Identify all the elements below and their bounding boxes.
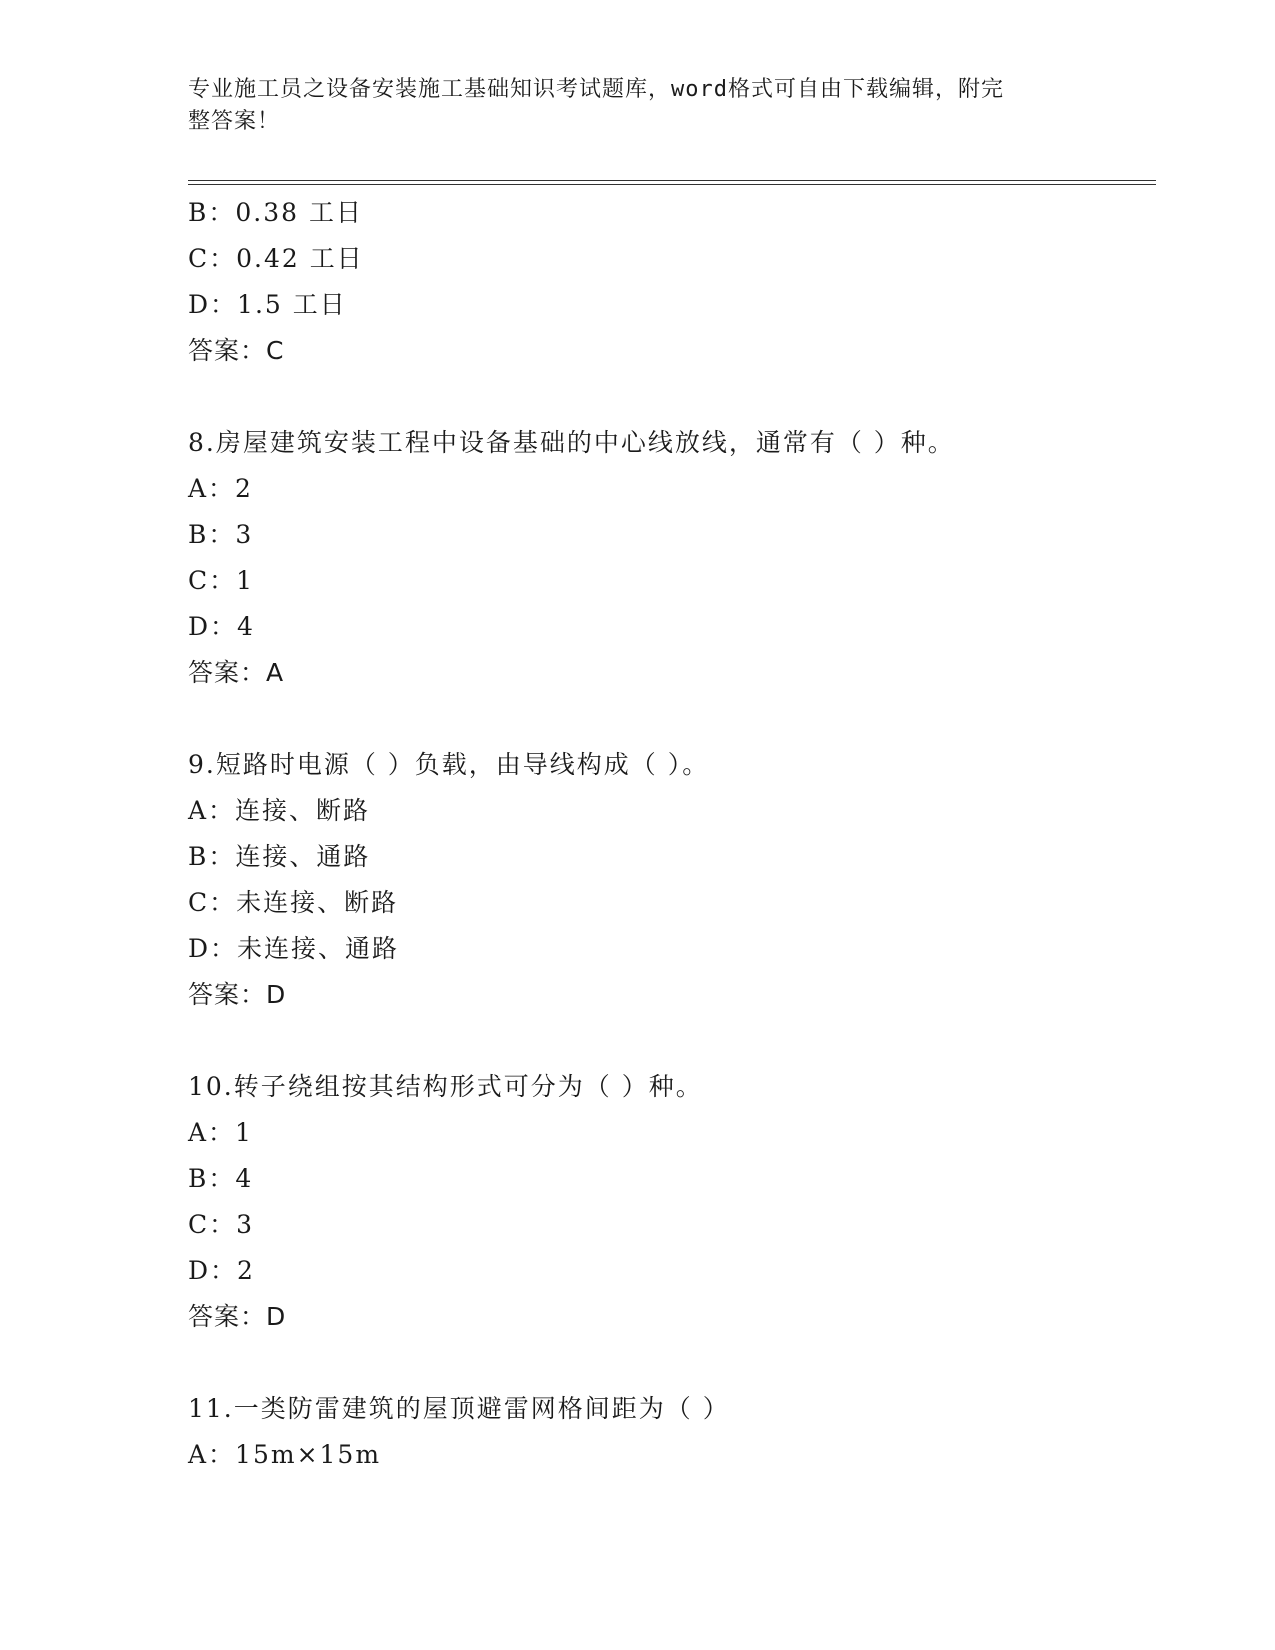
option-d: D：1.5 工日 — [188, 290, 347, 319]
option-b: B：0.38 工日 — [188, 198, 363, 227]
option-a: A：2 — [188, 474, 253, 503]
answer: 答案：A — [188, 658, 285, 687]
option-d: D：未连接、通路 — [188, 934, 400, 963]
document-header — [188, 74, 1088, 138]
answer: 答案：D — [188, 980, 287, 1009]
option-c: C：未连接、断路 — [188, 888, 399, 917]
option-b: B：3 — [188, 520, 254, 549]
header-line-1: 专业施工员之设备安装施工基础知识考试题库，word格式可自由下载编辑，附完 — [188, 77, 1004, 102]
header-line-2: 整答案！ — [188, 109, 281, 134]
option-c: C：3 — [188, 1210, 255, 1239]
spacer — [188, 1340, 1156, 1386]
question-11 — [188, 1386, 1156, 1478]
option-d: D：2 — [188, 1256, 255, 1285]
question-10 — [188, 1064, 1156, 1340]
option-b: B：连接、通路 — [188, 842, 371, 871]
option-c: C：0.42 工日 — [188, 244, 364, 273]
option-b: B：4 — [188, 1164, 254, 1193]
spacer — [188, 1018, 1156, 1064]
spacer — [188, 374, 1156, 420]
question-9 — [188, 742, 1156, 1018]
option-c: C：1 — [188, 566, 255, 595]
answer: 答案：C — [188, 336, 285, 365]
header-rule-top — [188, 180, 1156, 181]
question-text: 8.房屋建筑安装工程中设备基础的中心线放线，通常有（ ）种。 — [188, 428, 955, 457]
option-a: A：15m×15m — [188, 1440, 382, 1469]
option-d: D：4 — [188, 612, 255, 641]
spacer — [188, 696, 1156, 742]
question-8 — [188, 420, 1156, 696]
question-text: 10.转子绕组按其结构形式可分为（ ）种。 — [188, 1072, 703, 1101]
question-text: 11.一类防雷建筑的屋顶避雷网格间距为（ ） — [188, 1394, 730, 1423]
question-7 — [188, 190, 1156, 374]
option-a: A：1 — [188, 1118, 253, 1147]
option-a: A：连接、断路 — [188, 796, 371, 825]
question-text: 9.短路时电源（ ）负载，由导线构成（ ）。 — [188, 750, 710, 779]
question-list — [188, 190, 1156, 1478]
header-rule-bottom — [188, 184, 1156, 185]
answer: 答案：D — [188, 1302, 287, 1331]
